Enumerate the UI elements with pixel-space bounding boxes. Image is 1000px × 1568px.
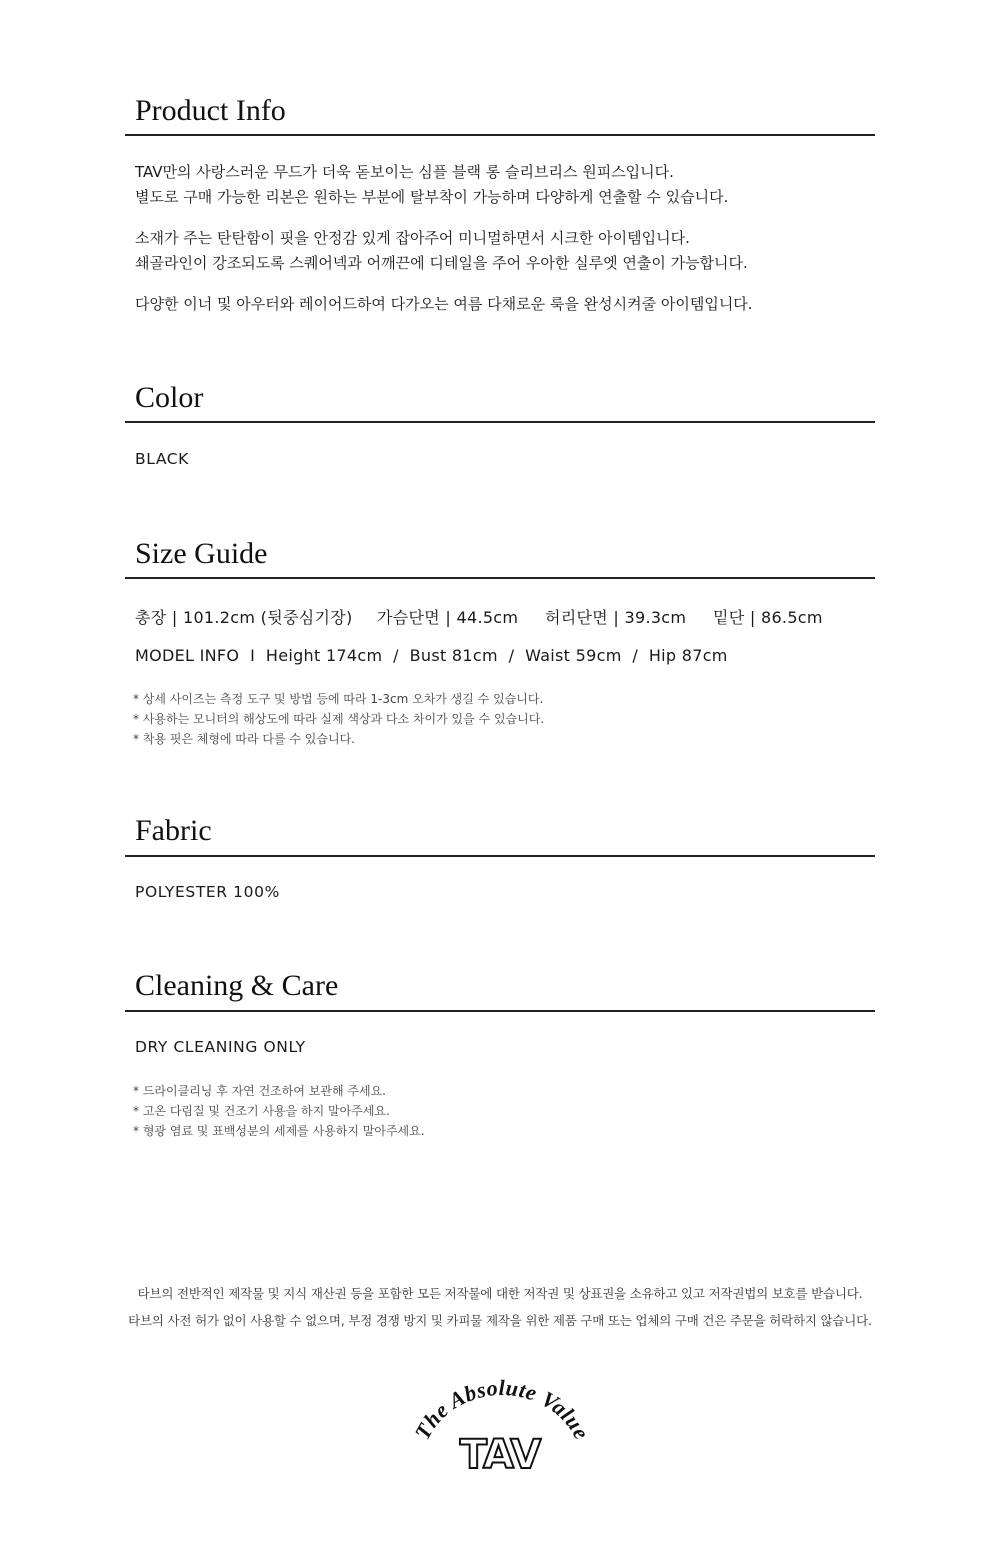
copyright-line: 타브의 전반적인 제작물 및 지식 재산권 등을 포함한 모든 저작물에 대한 저작권 및 상표권을 소유하고 있고 저작권법의 보호를 받습니다.: [137, 1286, 863, 1301]
size-notes: [133, 689, 544, 749]
fabric-title: Fabric: [135, 814, 212, 847]
size-chest: 가슴단면 | 44.5cm: [377, 608, 519, 627]
product-info-paragraph-1: [135, 160, 728, 210]
tav-logo: [400, 1375, 600, 1475]
size-guide-title: Size Guide: [135, 537, 268, 570]
care-note: * 형광 염료 및 표백성분의 세제를 사용하지 말아주세요.: [133, 1124, 425, 1138]
logo-arc-text: The Absolute Value: [409, 1375, 595, 1444]
product-info-line: 쇄골라인이 강조되도록 스퀘어넥과 어깨끈에 디테일을 주어 우아한 실루엣 연출이 가능합니다.: [135, 254, 748, 272]
care-value: DRY CLEANING ONLY: [135, 1038, 306, 1056]
product-info-paragraph-3: [135, 292, 753, 317]
care-note: * 드라이클리닝 후 자연 건조하여 보관해 주세요.: [133, 1084, 386, 1098]
logo-wordmark: TAV: [459, 1432, 541, 1475]
product-info-divider: [125, 134, 875, 136]
model-info: MODEL INFO I Height 174cm / Bust 81cm / Waist 59cm / Hip 87cm: [135, 646, 728, 665]
product-info-title: Product Info: [135, 94, 286, 127]
size-note: * 상세 사이즈는 측정 도구 및 방법 등에 따라 1-3cm 오차가 생길 수 있습니다.: [133, 692, 544, 706]
product-info-line: 소재가 주는 탄탄함이 핏을 안정감 있게 잡아주어 미니멀하면서 시크한 아이템입니다.: [135, 229, 690, 247]
care-divider: [125, 1010, 875, 1012]
care-notes: [133, 1081, 425, 1141]
color-divider: [125, 421, 875, 423]
product-info-paragraph-2: [135, 226, 748, 276]
product-info-line: 별도로 구매 가능한 리본은 원하는 부분에 탈부착이 가능하며 다양하게 연출할 수 있습니다.: [135, 188, 729, 206]
size-note: * 착용 핏은 체형에 따라 다를 수 있습니다.: [133, 732, 355, 746]
size-note: * 사용하는 모니터의 해상도에 따라 실제 색상과 다소 차이가 있을 수 있습니다.: [133, 712, 545, 726]
color-value: BLACK: [135, 450, 189, 468]
size-guide-divider: [125, 577, 875, 579]
product-info-line: TAV만의 사랑스러운 무드가 더욱 돋보이는 심플 블랙 롱 슬리브리스 원피스입니다.: [135, 163, 674, 181]
color-title: Color: [135, 381, 204, 414]
copyright-notice: [0, 1280, 1000, 1334]
size-hem: 밑단 | 86.5cm: [713, 608, 823, 627]
size-length: 총장 | 101.2cm (뒷중심기장): [135, 608, 353, 627]
size-measurements: [135, 605, 823, 628]
fabric-value: POLYESTER 100%: [135, 883, 280, 901]
care-note: * 고온 다림질 및 건조기 사용을 하지 말아주세요.: [133, 1104, 390, 1118]
size-waist: 허리단면 | 39.3cm: [545, 608, 687, 627]
copyright-line: 타브의 사전 허가 없이 사용할 수 없으며, 부정 경쟁 방지 및 카피물 제작을 위한 제품 구매 또는 업체의 구매 건은 주문을 허락하지 않습니다.: [128, 1313, 872, 1328]
product-info-line: 다양한 이너 및 아우터와 레이어드하여 다가오는 여름 다채로운 룩을 완성시켜줄 아이템입니다.: [135, 295, 753, 313]
fabric-divider: [125, 855, 875, 857]
care-title: Cleaning & Care: [135, 969, 339, 1002]
